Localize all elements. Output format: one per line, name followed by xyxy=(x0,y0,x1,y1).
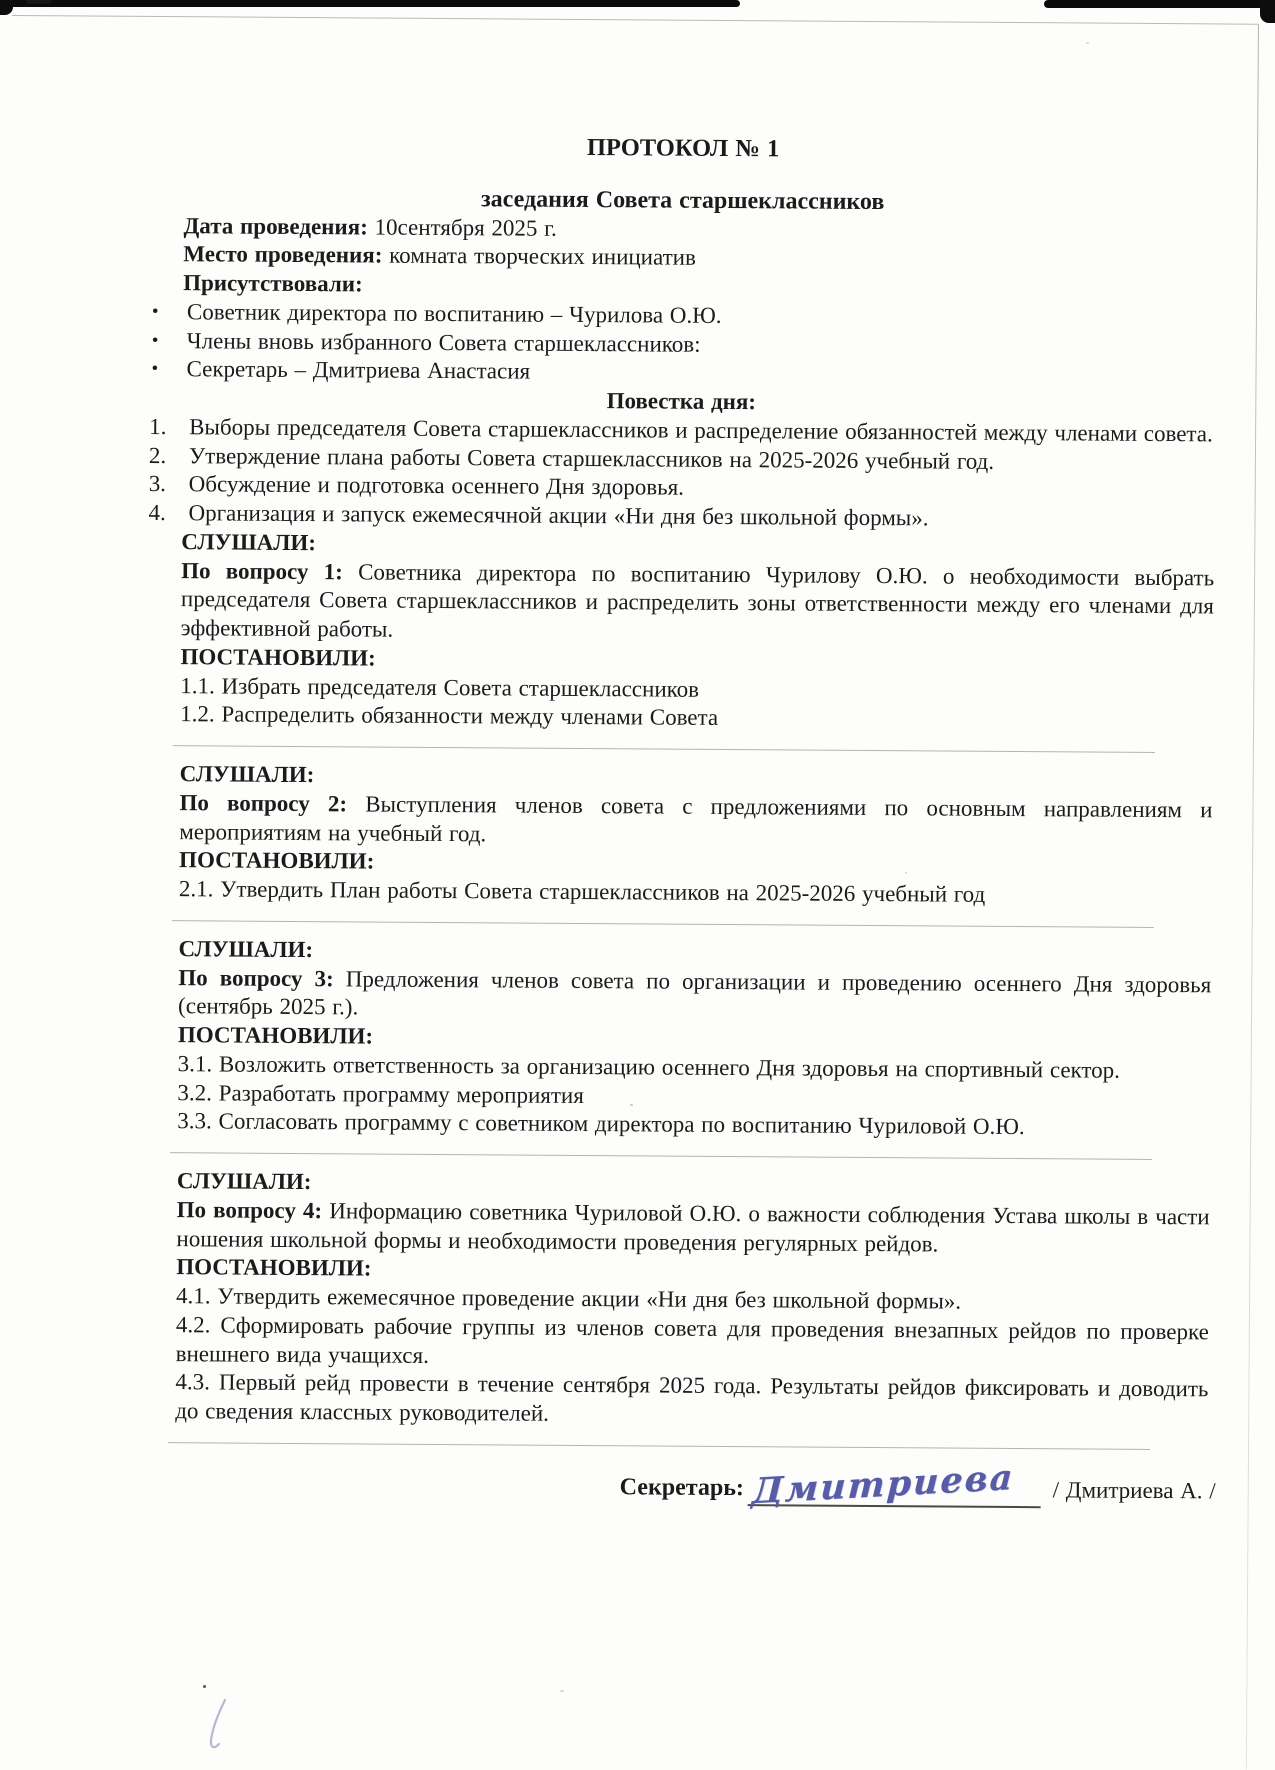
paper-right-edge-line xyxy=(1246,25,1259,1770)
bullet-icon: • xyxy=(151,358,159,380)
section-divider xyxy=(170,1152,1152,1160)
secretary-label: Секретарь: xyxy=(619,1474,745,1501)
question-paragraph xyxy=(178,964,1211,1029)
heard-heading: СЛУШАЛИ: xyxy=(178,935,314,962)
agenda-list xyxy=(146,413,1215,535)
section-divider xyxy=(173,745,1155,753)
scan-speck xyxy=(1086,42,1089,44)
question-paragraph xyxy=(176,1196,1209,1261)
stray-pen-mark xyxy=(200,1692,240,1758)
bullet-icon: • xyxy=(151,300,159,322)
agenda-item-text: Утверждение плана работы Совета старшеклассников на 2025-2026 учебный год. xyxy=(188,442,995,474)
resolution-item: 2.1. Утвердить План работы Совета старшеклассников на 2025-2026 учебный год xyxy=(178,876,986,907)
attendees-heading: Присутствовали: xyxy=(183,270,363,297)
attendee-text: Секретарь – Дмитриева Анастасия xyxy=(186,356,531,384)
resolved-heading: ПОСТАНОВИЛИ: xyxy=(180,643,376,671)
question-paragraph xyxy=(179,789,1212,854)
resolution-item: 4.3. Первый рейд провести в течение сентября 2025 года. Результаты рейдов фиксировать и доводить до сведения классных руководителей. xyxy=(175,1369,1209,1426)
resolution-item: 4.2. Сформировать рабочие группы из членов совета для проведения внезапных рейдов по проверке внешнего вида учащихся. xyxy=(175,1311,1209,1368)
agenda-item-number: 2. xyxy=(148,442,167,468)
handwritten-signature: Дмитриева xyxy=(751,1456,1016,1513)
section-question-1 xyxy=(145,528,1214,737)
question-label: По вопросу 1: xyxy=(181,557,343,584)
date-value: 10сентября 2025 г. xyxy=(374,214,557,241)
question-paragraph xyxy=(181,557,1215,650)
bullet-icon: • xyxy=(151,329,159,351)
attendees-list xyxy=(147,298,1216,392)
resolved-heading: ПОСТАНОВИЛИ: xyxy=(179,847,375,874)
section-divider xyxy=(172,920,1154,928)
scanner-corner-right xyxy=(1260,0,1275,23)
question-text: Выступления членов совета с предложениями по основным направлениям и мероприятиям на учебный год. xyxy=(179,791,1213,846)
agenda-item-number: 3. xyxy=(148,471,167,497)
resolution-item: 1.2. Распределить обязанности между членами Совета xyxy=(180,701,719,731)
place-value: комната творческих инициатив xyxy=(389,242,696,271)
question-text: Предложения членов совета по организации и проведению осеннего Дня здоровья (сентябрь 2025 г.). xyxy=(178,965,1212,1020)
scanner-edge-band-right xyxy=(1044,0,1275,8)
resolution-item: 3.3. Согласовать программу с советником директора по воспитанию Чуриловой О.Ю. xyxy=(177,1108,1025,1140)
scanner-smudge xyxy=(26,0,52,4)
heard-heading: СЛУШАЛИ: xyxy=(181,528,317,555)
protocol-subtitle: заседания Совета старшеклассников xyxy=(481,186,885,215)
protocol-title: ПРОТОКОЛ № 1 xyxy=(586,134,780,163)
question-label: По вопросу 4: xyxy=(176,1196,323,1223)
resolution-item: 1.1. Избрать председателя Совета старшеклассников xyxy=(180,672,700,702)
scan-speck xyxy=(630,1104,633,1106)
date-label: Дата проведения: xyxy=(183,212,368,239)
scan-speck xyxy=(560,1690,564,1692)
resolved-heading: ПОСТАНОВИЛИ: xyxy=(176,1254,372,1281)
section-question-4 xyxy=(140,1167,1210,1433)
resolution-item: 4.1. Утвердить ежемесячное проведение акции «Ни дня без школьной формы». xyxy=(175,1283,962,1314)
attendee-text: Советник директора по воспитанию – Чурилова О.Ю. xyxy=(186,298,722,328)
agenda-item-text: Выборы председателя Совета старшеклассников и распределение обязанностей между членами совета. xyxy=(189,413,1213,447)
pen-dot-mark xyxy=(203,1685,206,1688)
signature-row xyxy=(175,1456,1216,1513)
section-question-2 xyxy=(144,760,1213,911)
agenda-item-number: 4. xyxy=(148,499,166,526)
scanner-edge-band-left xyxy=(0,0,740,7)
heard-heading: СЛУШАЛИ: xyxy=(179,761,315,788)
agenda-heading: Повестка дня: xyxy=(606,388,757,415)
signature-line xyxy=(748,1456,1041,1513)
section-divider xyxy=(168,1442,1150,1450)
question-text: Советника директора по воспитанию Чурилову О.Ю. о необходимости выбрать председателя Совета старшеклассников и распределить зоны ответственности между его членами для эффективной работы. xyxy=(180,558,1215,642)
resolution-item: 3.1. Возложить ответственность за организацию осеннего Дня здоровья на спортивный сектор. xyxy=(177,1050,1121,1083)
resolution-item: 3.2. Разработать программу мероприятия xyxy=(177,1079,584,1108)
attendee-text: Члены вновь избранного Совета старшеклассников: xyxy=(186,327,701,357)
place-label: Место проведения: xyxy=(183,241,383,268)
agenda-item-number: 1. xyxy=(149,413,167,439)
heard-heading: СЛУШАЛИ: xyxy=(176,1168,312,1195)
question-text: Информацию советника Чуриловой О.Ю. о важности соблюдения Устава школы в части ношения школьной формы и необходимости проведения регулярных рейдов. xyxy=(176,1197,1210,1256)
paper-top-edge-line xyxy=(12,15,1259,25)
question-label: По вопросу 2: xyxy=(179,789,348,817)
signature-transcript: / Дмитриева А. / xyxy=(1052,1477,1216,1504)
agenda-item-text: Обсуждение и подготовка осеннего Дня здоровья. xyxy=(188,471,685,500)
scan-speck xyxy=(905,872,907,874)
agenda-item-text: Организация и запуск ежемесячной акции «Ни дня без школьной формы». xyxy=(188,500,929,531)
resolved-heading: ПОСТАНОВИЛИ: xyxy=(177,1022,374,1049)
section-question-3 xyxy=(142,935,1211,1144)
question-label: По вопросу 3: xyxy=(178,964,334,991)
